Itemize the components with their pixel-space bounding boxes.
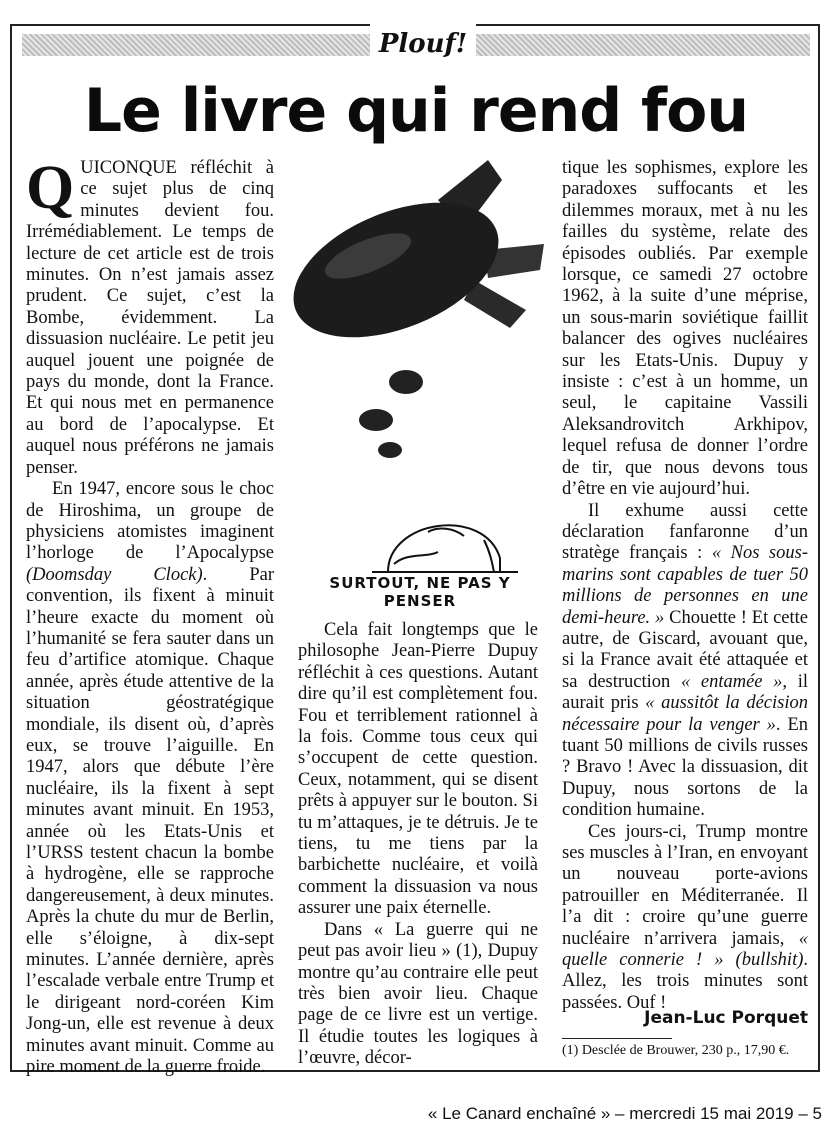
- paragraph: tique les sophismes, explore les paradoxes suffocants et les dilemmes moraux, met à nu les failles du système, relate des épisodes oubliés. Par exemple lorsque, ce samedi 27 octobre 1962, à la suite d’une méprise, un sous-marin soviétique faillit balancer des ogives nucléaires sur les Etats-Unis. Dupuy y insiste : c’est à un homme, un seul, le capitaine Vassili Aleksandrovitch Arkhipov, lequel refusa de donner l’ordre de tir, que nous devons tous d’être en vie aujourd’hui.: [562, 158, 808, 500]
- cartoon-caption: SURTOUT, NE PAS Y PENSER: [329, 574, 511, 610]
- footnote-divider: [562, 1038, 672, 1039]
- bomb-icon: [288, 160, 544, 364]
- paragraph: Dans « La guerre qui ne peut pas avoir lieu » (1), Dupuy montre qu’au contraire elle peut très bien avoir lieu. Chaque page de ce livre est un vertige. Il étudie toutes les logiques à l’œuvre, décor-: [298, 919, 538, 1069]
- paragraph-text: UICONQUE réfléchit à ce sujet plus de cinq minutes devient fou. Irrémédiablement. Le temps de lecture de cet article est de trois minutes. On n’est jamais assez prudent. Ce sujet, c’est la Bombe, évidemment. La dissuasion nucléaire. Le petit jeu auquel jouent une poignée de pays du monde, dont la France. Et qui nous met en permanence au bord de l’apocalypse. Et auquel nous préférons ne jamais penser.: [26, 158, 274, 478]
- bomb-cartoon: [288, 160, 552, 610]
- paragraph: Il exhume aussi cette déclaration fanfaronne d’un stratège français : « Nos sous-marins sont capables de tuer 50 millions de personnes en une demi-heure. » Chouette ! Et cette autre, de Giscard, avouant que, si la France avait été attaquée et sa destruction « entamée », il aurait pris « aussitôt la décision nécessaire pour la venger ». En tuant 50 millions de civils russes ? Bravo ! Avec la dissuasion, dit Dupuy, nous sortons de la condition humaine.: [562, 500, 809, 821]
- article-column-3: [562, 158, 808, 1014]
- author-signature: Jean-Luc Porquet: [644, 1008, 808, 1028]
- drop-cap: Q: [26, 154, 75, 222]
- footnote: (1) Desclée de Brouwer, 230 p., 17,90 €.: [562, 1043, 790, 1058]
- thought-bubbles: [359, 370, 423, 458]
- paragraph: Ces jours-ci, Trump montre ses muscles à l’Iran, en envoyant un nouveau porte-avions patrouiller en Méditerranée. Il l’a dit : croire qu’une guerre nucléaire n’arrivera jamais, « quelle connerie ! » (bullshit). Allez, les trois minutes sont passées. Ouf !: [562, 821, 808, 1013]
- page-footer: « Le Canard enchaîné » – mercredi 15 mai 2019 – 5: [427, 1104, 822, 1123]
- article-column-1: [26, 154, 274, 1078]
- paragraph: Cela fait longtemps que le philosophe Jean-Pierre Dupuy réfléchit à ces questions. Autant dire qu’il est complètement fou. Fou et terriblement rationnel à la fois. Comme tous ceux qui s’occupent de cette question. Ceux, notamment, qui se disent prêts à appuyer sur le bouton. Si tu m’attaques, je te détruis. Je te tiens, tu me tiens par la barbichette nucléaire, et voilà comment la dissuasion va nous assurer une paix éternelle.: [298, 620, 538, 919]
- article-column-2: [298, 620, 538, 1070]
- paragraph: [26, 154, 274, 479]
- headline: Le livre qui rend fou: [83, 76, 749, 146]
- bald-head-icon: [372, 525, 518, 572]
- doomsday-clock-term: (Doomsday Clock): [26, 564, 203, 585]
- rubric-label: Plouf!: [370, 24, 476, 64]
- paragraph: En 1947, encore sous le choc de Hiroshima, un groupe de physiciens atomistes imaginent l’horloge de l’Apocalypse (Doomsday Clock). Par convention, ils fixent à minuit l’heure exacte du moment où l’humanité se fera sauter dans un feu d’artifice atomique. Chaque année, après étude attentive de la situation géostratégique mondiale, ils disent où, d’après eux, se trouve l’aiguille. En 1947, alors que débute l’ère nucléaire, ils la fixent à sept minutes avant minuit. En 1953, année où les Etats-Unis et l’URSS testent chacun la bombe à hydrogène, elle se rapproche dangereusement, à deux minutes. Après la chute du mur de Berlin, elle s’éloigne, à dix-sept minutes. L’année dernière, après l’escalade verbale entre Trump et le dirigeant nord-coréen Kim Jong-un, elle est revenue à deux minutes avant minuit. Comme au pire moment de la guerre froide.: [26, 479, 274, 1078]
